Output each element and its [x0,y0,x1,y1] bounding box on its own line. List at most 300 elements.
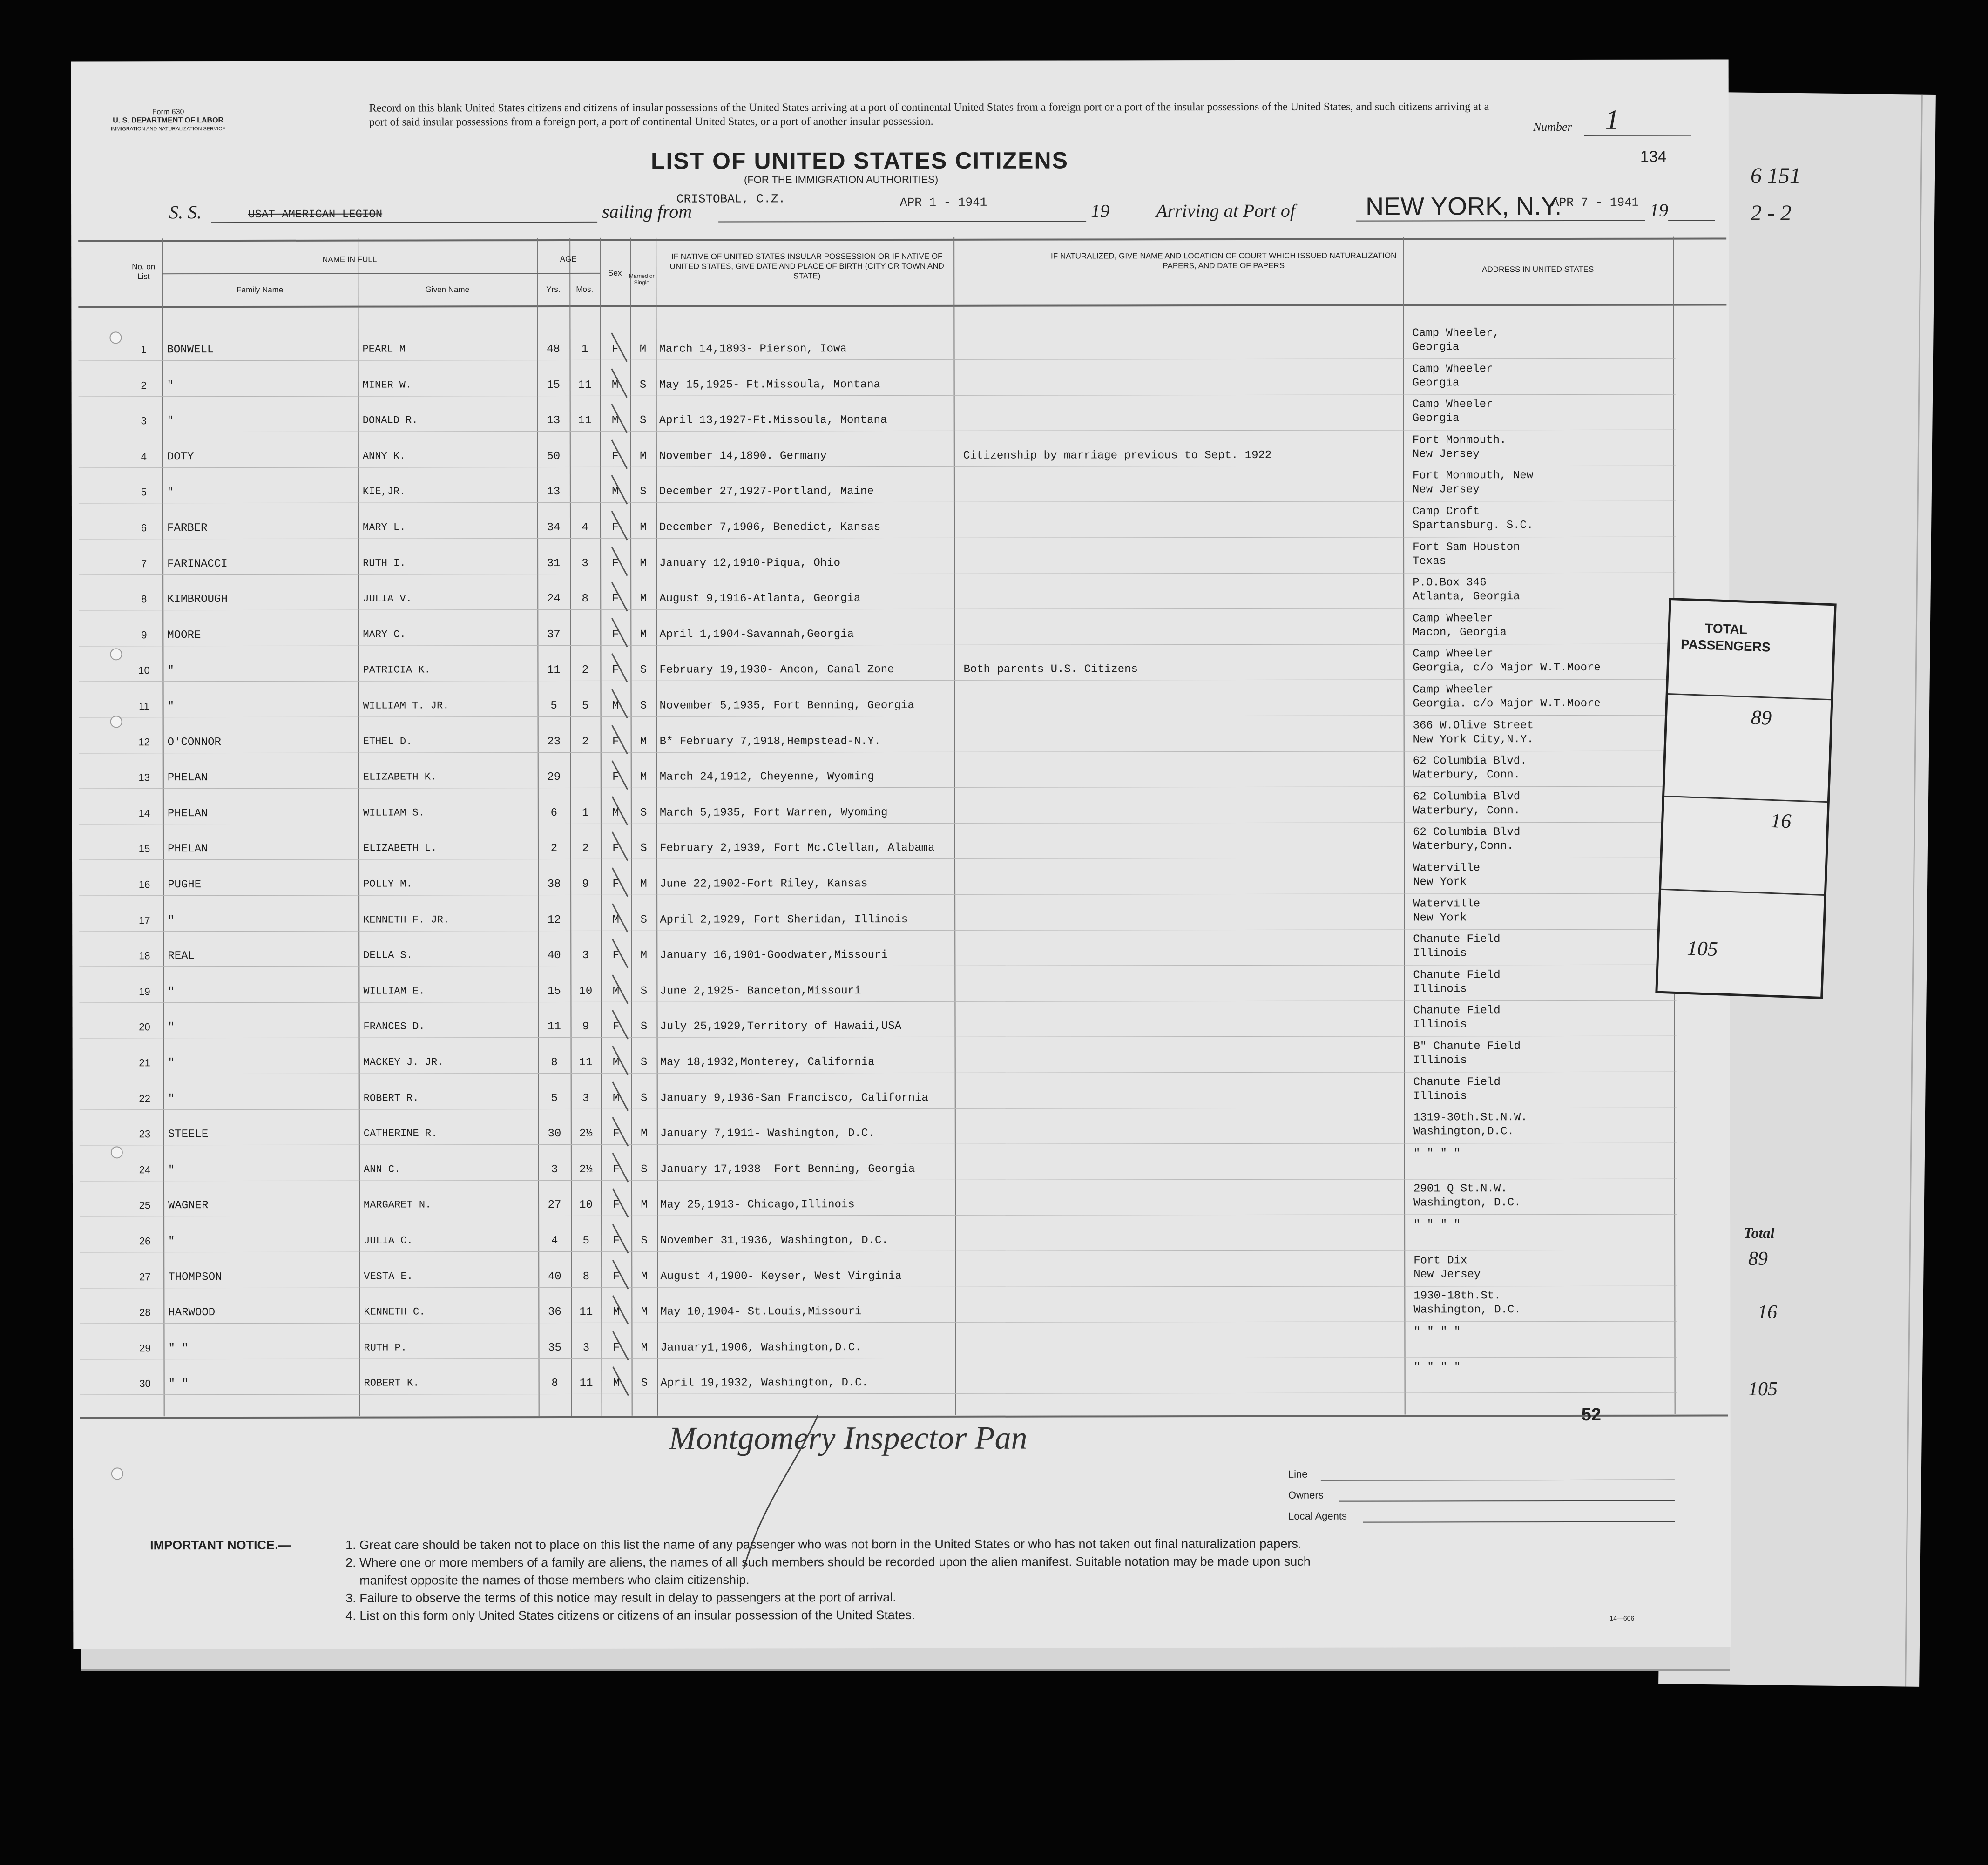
age-years: 36 [548,1306,561,1319]
age-years: 5 [550,700,557,713]
row-divider [79,643,1676,646]
age-months: 2½ [579,1128,593,1141]
age-months: 11 [579,1306,593,1319]
marital-status: M [640,878,647,891]
given-name: ANN C. [363,1163,401,1176]
sex: M [612,1056,620,1069]
age-months: 9 [582,1020,589,1034]
birth-date-place: B* February 7,1918,Hempstead-N.Y. [659,735,881,748]
birth-date-place: March 24,1912, Cheyenne, Wyoming [659,770,874,784]
col-divider-nat [1403,237,1406,1414]
birth-date-place: April 13,1927-Ft.Missoula, Montana [659,414,887,427]
age-years: 3 [551,1163,558,1176]
punch-hole [111,1146,123,1158]
marital-status: M [641,1127,648,1140]
family-name: " " [168,1342,189,1355]
sex: M [612,806,619,819]
age-months: 4 [582,521,588,534]
family-name: " [168,985,175,998]
naturalization [964,734,1401,735]
row-number: 17 [138,914,150,926]
family-name: PHELAN [167,843,208,856]
birth-date-place: June 22,1902-Fort Riley, Kansas [660,878,868,891]
total-passengers-box [1655,598,1836,999]
marital-status: S [641,1377,648,1390]
address-line-2: Washington,D.C. [1413,1125,1514,1138]
family-name: PUGHE [168,878,202,892]
sex: M [613,1377,620,1390]
row-divider [79,965,1676,967]
row-number: 11 [139,700,149,712]
agents-underline [1363,1521,1675,1523]
age-months: 11 [579,1377,593,1390]
corner-note-2: 2 - 2 [1751,201,1792,225]
vessel-underline [211,222,597,223]
given-name: WILLIAM E. [363,985,425,997]
given-name: PEARL M [362,343,406,355]
birth-date-place: January 12,1910-Piqua, Ohio [659,556,841,570]
number-underline [1584,135,1691,136]
age-years: 38 [547,878,561,891]
row-number: 20 [139,1021,150,1033]
family-name: THOMPSON [168,1270,222,1284]
age-years: 50 [547,450,561,463]
address-line-1: Camp Wheeler [1413,648,1494,661]
sex: F [612,949,620,962]
address-line-2: Illinois [1413,1089,1467,1103]
total-passengers-label: TOTAL PASSENGERS [1680,621,1771,655]
age-years: 13 [547,414,561,427]
box-rule [1664,796,1827,803]
naturalization [964,805,1401,806]
address-line-2: Illinois [1413,947,1467,960]
marital-status: S [640,806,647,819]
address-line-2: Spartansburg. S.C. [1412,519,1534,532]
family-name: " [168,1163,175,1176]
address-line-2: Georgia, c/o Major W.T.Moore [1413,662,1601,675]
departure-underline [718,221,1086,222]
sex: F [613,1234,620,1247]
address-line-1: Waterville [1413,897,1481,911]
age-years: 31 [547,557,561,570]
naturalization [965,1376,1402,1377]
row-number: 8 [141,593,147,605]
row-divider [80,1036,1677,1039]
address-line-2: New Jersey [1413,1268,1481,1281]
box-rule [1668,693,1831,700]
given-name: KENNETH F. JR. [363,913,450,926]
naturalization [964,698,1401,699]
given-name: WILLIAM S. [363,807,425,819]
address-line-2: Macon, Georgia [1413,626,1507,639]
sex: M [612,699,619,712]
given-name: MARGARET N. [364,1199,432,1211]
row-divider [79,929,1676,932]
birth-date-place: April 1,1904-Savannah,Georgia [659,628,854,641]
given-name: ELIZABETH L. [363,842,437,855]
sex: F [612,521,619,534]
marital-status: S [641,1234,648,1247]
row-divider [79,679,1676,682]
sex: F [612,628,619,641]
naturalization [964,948,1401,949]
age-years: 15 [547,378,561,392]
marital-status: M [640,628,647,641]
age-months: 5 [582,699,589,712]
row-number: 22 [139,1092,150,1104]
age-months: 2½ [579,1163,593,1176]
family-name: FARINACCI [167,557,228,570]
marital-status: S [641,1163,648,1176]
form-department: U. S. DEPARTMENT OF LABOR [113,116,224,125]
address-line-1: Camp Wheeler [1413,612,1494,625]
birth-date-place: February 19,1930- Ancon, Canal Zone [659,663,894,677]
given-name: JULIA V. [363,593,412,605]
col-divider-no [162,238,165,1416]
address-line-1: 2901 Q St.N.W. [1413,1183,1508,1196]
address-line-1: " " " " [1413,1361,1461,1374]
sex: F [612,557,619,570]
table-top-border [78,238,1726,242]
address-line-1: 1319-30th.St.N.W. [1413,1111,1528,1124]
agents-label: Local Agents [1288,1510,1347,1522]
address-line-1: Chanute Field [1413,1004,1501,1017]
given-name: ELIZABETH K. [363,771,437,783]
address-line-2: Atlanta, Georgia [1413,590,1520,603]
punch-hole [110,648,122,660]
family-name: " [168,1021,175,1034]
row-divider [80,1072,1677,1074]
given-name: KIE,JR. [362,486,406,498]
family-name: O'CONNOR [167,736,221,749]
naturalization [964,1340,1402,1341]
age-years: 40 [548,1270,561,1283]
row-number: 13 [138,771,150,784]
family-name: WAGNER [168,1199,209,1212]
vessel-name: USAT AMERICAN LEGION [248,208,383,221]
corner-note-1: 6 151 [1751,163,1801,188]
address-line-2: Illinois [1413,1054,1467,1067]
given-name: MACKEY J. JR. [363,1056,444,1068]
address-line-1: 62 Columbia Blvd [1413,826,1521,839]
sex: M [612,486,619,499]
birth-date-place: August 4,1900- Keyser, West Virginia [660,1270,902,1283]
birth-date-place: May 25,1913- Chicago,Illinois [660,1198,855,1212]
row-number: 15 [138,843,150,855]
row-number: 5 [141,486,147,498]
header-age: AGE [560,254,577,264]
row-number: 21 [139,1057,150,1069]
family-name: PHELAN [167,807,208,820]
given-name: JULIA C. [364,1235,413,1247]
address-line-1: Camp Wheeler, [1412,327,1500,340]
age-months: 11 [578,378,592,392]
arriving-label: Arriving at Port of [1156,200,1295,222]
punch-hole [110,716,122,728]
address-line-1: Chanute Field [1413,968,1501,982]
age-months: 10 [579,1199,593,1212]
header-naturalized: IF NATURALIZED, GIVE NAME AND LOCATION OF COURT WHICH ISSUED NATURALIZATION PAPERS, AND DATE OF PAPERS [1050,251,1397,270]
birth-date-place: January1,1906, Washington,D.C. [660,1341,862,1354]
birth-date-place: March 5,1935, Fort Warren, Wyoming [659,806,888,819]
family-name: REAL [168,950,195,963]
birth-date-place: December 7,1906, Benedict, Kansas [659,521,881,534]
sex: F [612,1020,620,1034]
notice-2b: manifest opposite the names of those members who claim citizenship. [359,1573,750,1588]
age-months: 2 [582,664,589,677]
row-number: 2 [141,379,147,391]
manifest-page [71,60,1731,1649]
marital-status: M [640,557,647,570]
sex: F [612,771,619,784]
birth-date-place: April 19,1932, Washington, D.C. [660,1377,869,1390]
row-number: 28 [139,1306,151,1318]
row-divider [80,1392,1677,1395]
given-name: VESTA E. [364,1270,413,1283]
address-line-1: 62 Columbia Blvd. [1413,755,1527,768]
address-line-2: Illinois [1413,983,1467,996]
given-name: ROBERT R. [363,1092,419,1104]
header-sex: Sex [608,268,622,277]
age-months: 9 [582,878,589,891]
row-divider [80,1214,1677,1217]
address-line-1: Fort Monmouth. [1412,433,1507,447]
notice-title: IMPORTANT NOTICE.— [150,1538,291,1553]
address-line-2: Georgia. c/o Major W.T.Moore [1413,697,1601,710]
age-months: 3 [582,949,589,962]
address-line-1: Waterville [1413,862,1481,875]
col-divider-family [358,238,360,1416]
address-line-1: 62 Columbia Blvd [1413,790,1521,804]
address-line-1: P.O.Box 346 [1413,576,1487,589]
address-line-2: Waterbury, Conn. [1413,804,1521,818]
age-years: 8 [551,1056,558,1069]
marital-status: S [640,985,648,998]
family-name: DOTY [167,450,194,463]
owners-underline [1339,1500,1675,1502]
marital-status: S [640,1020,648,1034]
family-name: HARWOOD [168,1306,216,1319]
family-name: KIMBROUGH [167,593,228,606]
age-years: 2 [550,842,558,855]
address-line-1: 366 W.Olive Street [1413,719,1534,732]
age-years: 35 [548,1341,561,1354]
row-number: 1 [141,344,147,356]
marital-status: M [640,735,647,748]
marital-status: M [640,450,647,463]
row-number: 10 [138,664,150,676]
table-bottom-border [80,1415,1728,1419]
header-birth: IF NATIVE OF UNITED STATES INSULAR POSSESSION OR IF NATIVE OF UNITED STATES, GIVE DATE AND PLACE OF BIRTH (CITY OR TOWN AND STATE) [669,251,944,281]
departure-date: APR 1 - 1941 [900,195,987,210]
row-divider [80,1250,1677,1253]
family-name: BONWELL [167,344,214,357]
row-number: 4 [141,451,147,463]
row-divider [80,1143,1677,1146]
address-line-2: New Jersey [1412,448,1480,461]
row-number: 9 [141,629,147,641]
sex: F [613,1270,620,1283]
form-instructions: Record on this blank United States citizens and citizens of insular possessions of the United States arriving at a port of continental United States from a foreign port or a port of the insular possessions of the United States, and such citizens arriving at a port of said insular possessions from a foreign port, a port of continental United States, or a port of another insular possession. [369,101,1489,128]
family-name: MOORE [167,628,201,642]
form-identifier [111,108,226,133]
row-number: 25 [139,1199,151,1211]
owners-label: Owners [1288,1489,1324,1501]
age-years: 37 [547,628,561,641]
birth-date-place: February 2,1939, Fort Mc.Clellan, Alabama [659,842,935,855]
row-number: 12 [138,736,150,748]
arrival-port: NEW YORK, N.Y. [1366,192,1562,221]
address-line-1: Camp Wheeler [1412,362,1493,376]
birth-date-place: April 2,1929, Fort Sheridan, Illinois [660,913,908,926]
sex: M [612,985,620,998]
sex: F [611,343,619,356]
birth-date-place: May 10,1904- St.Louis,Missouri [660,1305,862,1318]
total-value-3: 105 [1748,1378,1778,1400]
given-name: ETHEL D. [363,736,412,748]
year-prefix-2: 19 [1650,199,1669,221]
age-months: 11 [578,414,592,427]
marital-status: M [641,1270,648,1283]
age-years: 48 [547,343,560,356]
given-name: KENNETH C. [364,1306,426,1318]
sex: F [612,664,619,677]
row-number: 6 [141,522,147,534]
row-divider [79,572,1676,575]
marital-status: M [639,343,647,356]
row-divider [80,1321,1677,1324]
sailing-label: sailing from [602,201,692,222]
marital-status: M [640,592,647,605]
naturalization: Both parents U.S. Citizens [963,663,1138,676]
number-label: Number [1533,120,1572,134]
age-months: 3 [582,1341,590,1354]
age-years: 13 [547,486,561,499]
row-number: 29 [139,1342,151,1354]
arrival-underline [1356,220,1645,222]
sex: F [613,1341,620,1354]
marital-status: S [639,414,647,427]
family-name: " [167,664,174,677]
sex: F [612,593,619,606]
line-underline [1321,1480,1675,1481]
age-months: 1 [582,806,589,819]
col-divider-birth [953,237,956,1415]
box-value-1: 89 [1751,706,1772,730]
birth-date-place: January 9,1936-San Francisco, California [660,1091,928,1105]
family-name: " [168,1057,175,1070]
age-months: 3 [582,1092,589,1105]
row-number: 23 [139,1128,151,1140]
age-years: 30 [548,1128,561,1141]
row-divider [79,786,1676,789]
family-name: " [168,1235,175,1248]
birth-date-place: January 16,1901-Goodwater,Missouri [660,949,888,962]
row-divider [80,1178,1677,1181]
age-years: 11 [548,1020,561,1034]
sex: F [612,878,619,891]
age-months: 5 [582,1234,589,1247]
birth-date-place: November 14,1890. Germany [659,450,827,463]
address-line-2: Texas [1413,554,1447,568]
sex: F [612,735,619,748]
box-rule [1661,889,1824,896]
notice-1: 1. Great care should be taken not to place on this list the name of any passenger who was not born in the United States or who has not taken out final naturalization papers. [345,1536,1302,1552]
notice-2a: 2. Where one or more members of a family are aliens, the names of all such members should be recorded upon the alien manifest. Suitable notation may be made upon such [345,1554,1311,1570]
punch-hole [111,1467,123,1480]
given-name: POLLY M. [363,878,412,890]
given-name: FRANCES D. [363,1020,425,1033]
address-line-1: Camp Wheeler [1412,398,1493,411]
marital-status: M [640,521,647,534]
page-count: 52 [1581,1405,1601,1425]
page-title: LIST OF UNITED STATES CITIZENS [650,147,1069,174]
address-line-2: Waterbury,Conn. [1413,840,1514,853]
naturalization: Citizenship by marriage previous to Sept. 1922 [963,449,1272,462]
row-number: 27 [139,1270,151,1283]
form-service: IMMIGRATION AND NATURALIZATION SERVICE [110,126,226,132]
age-months: 8 [582,593,588,606]
age-years: 6 [550,806,558,819]
row-divider [79,750,1676,753]
family-name: " [167,379,174,392]
marital-status: S [641,1092,648,1105]
age-years: 4 [551,1235,558,1248]
family-name: " " [168,1378,189,1391]
naturalization [963,627,1401,628]
sex: F [612,450,619,463]
year-underline [1668,220,1715,221]
family-name: " [167,486,174,499]
age-years: 12 [547,913,561,926]
age-months: 2 [582,735,589,748]
address-line-1: Camp Croft [1412,505,1480,518]
age-years: 8 [551,1377,558,1390]
birth-date-place: May 15,1925- Ft.Missoula, Montana [659,378,880,392]
sex: F [613,1199,620,1212]
marital-status: M [641,1341,648,1354]
row-divider [79,858,1676,860]
marital-status: M [641,1199,648,1212]
given-name: RUTH I. [363,557,406,569]
age-years: 27 [548,1199,561,1212]
header-married: Married or Single [629,272,655,286]
given-name: ANNY K. [362,450,406,462]
naturalization [963,413,1401,414]
address-line-1: Fort Sam Houston [1413,541,1520,554]
marital-status: S [640,1056,648,1069]
family-name: PHELAN [167,771,208,784]
address-line-2: Georgia [1412,376,1460,390]
age-months: 10 [579,985,593,998]
row-number: 14 [138,807,150,819]
marital-status: S [639,378,647,392]
family-name: " [167,700,174,713]
age-years: 24 [547,593,561,606]
given-name: DELLA S. [363,949,412,961]
birth-date-place: July 25,1929,Territory of Hawaii,USA [660,1020,902,1034]
birth-date-place: January 17,1938- Fort Benning, Georgia [660,1162,915,1176]
birth-date-place: November 31,1936, Washington, D.C. [660,1234,888,1247]
sex: F [612,842,619,855]
printer-code: 14—606 [1609,1614,1635,1622]
naturalization [964,1233,1402,1234]
row-number: 7 [141,557,147,569]
naturalization [964,912,1401,913]
age-years: 29 [547,771,561,784]
given-name: ROBERT K. [364,1377,419,1390]
sex: M [613,1306,620,1319]
